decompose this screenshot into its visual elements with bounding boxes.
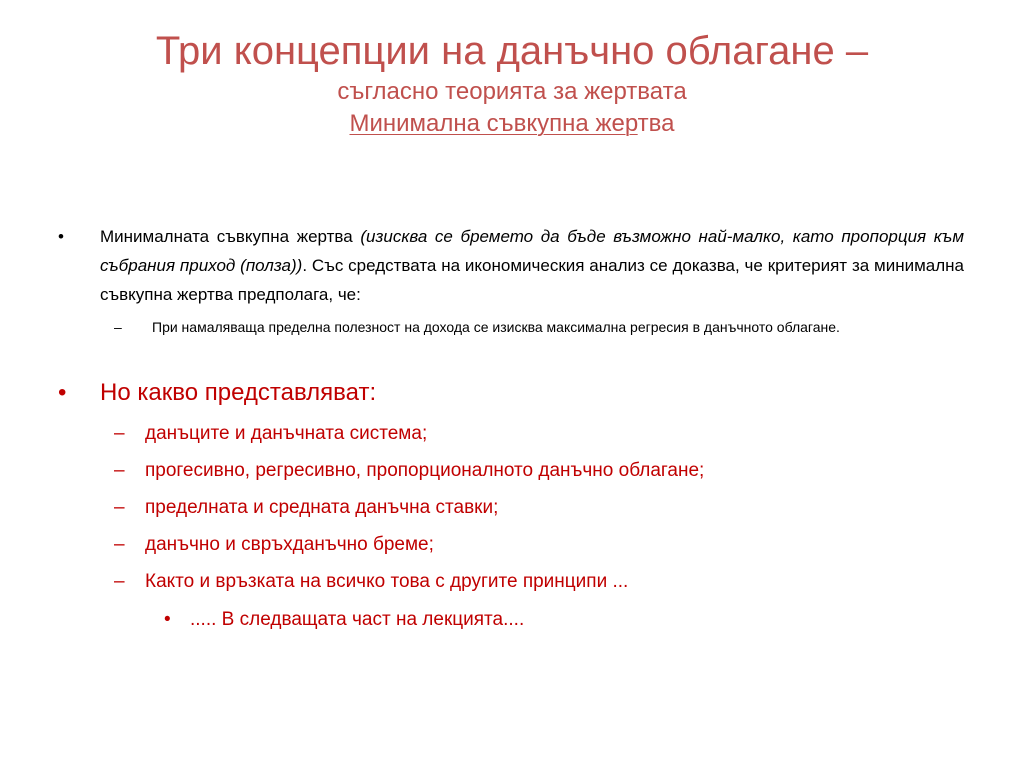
list-item <box>56 533 964 557</box>
list-item <box>56 570 964 594</box>
bullet-text-a: Минималната съвкупна жертва <box>100 227 361 246</box>
bullet-question-text: Но какво представляват: <box>100 379 377 406</box>
bullet-dot: • <box>164 609 171 630</box>
bullet-dash: – <box>114 460 125 481</box>
list-item-text: Както и връзката на всичко това с другите принципи ... <box>145 571 629 592</box>
sub-bullet-text: При намаляваща пределна полезност на дохода се изисква максимална регресия в данъчното облагане. <box>152 319 840 335</box>
nested-list-item <box>56 608 964 632</box>
bullet-minimal-sacrifice <box>56 222 964 309</box>
bullet-text-b: . Със средствата на икономическия анализ се доказва, че критерият за минимална съвкупна жертва предполага, че: <box>100 256 965 304</box>
bullet-dash: – <box>114 497 125 518</box>
title-subtitle-2-rest: тва <box>637 110 675 137</box>
bullet-dash: – <box>114 423 125 444</box>
list-item-text: данъчно и свръхданъчно бреме; <box>145 534 434 555</box>
sub-bullet-regression <box>56 315 964 339</box>
title-subtitle: съгласно теорията за жертвата <box>337 78 687 105</box>
list-item-text: прогесивно, регресивно, пропорционалното данъчно облагане; <box>145 460 705 481</box>
list-item-text: данъците и данъчната система; <box>145 423 428 444</box>
title-subtitle-2 <box>40 108 984 140</box>
bullet-dot: • <box>58 227 64 246</box>
list-item-text: пределната и средната данъчна ставки; <box>145 497 499 518</box>
list-item <box>56 422 964 446</box>
list-item <box>56 496 964 520</box>
bullet-dash: – <box>114 571 125 592</box>
bullet-dot: • <box>58 379 67 406</box>
bullet-dash: – <box>114 534 125 555</box>
title-main: Три концепции на данъчно облагане – <box>155 29 869 73</box>
title-subtitle-2-underlined: Минимална съвкупна жер <box>349 110 638 137</box>
bullet-question <box>56 377 964 409</box>
slide-title <box>40 26 984 140</box>
nested-list-item-text: ..... В следващата част на лекцията.... <box>190 609 525 630</box>
list-item <box>56 459 964 483</box>
slide-content <box>56 222 964 632</box>
bullet-dash: – <box>114 319 122 335</box>
bullet-text-italic: (изисква се бремето да бъде възможно най-малко, като пропорция към събрания приход (полза)) <box>100 227 964 275</box>
